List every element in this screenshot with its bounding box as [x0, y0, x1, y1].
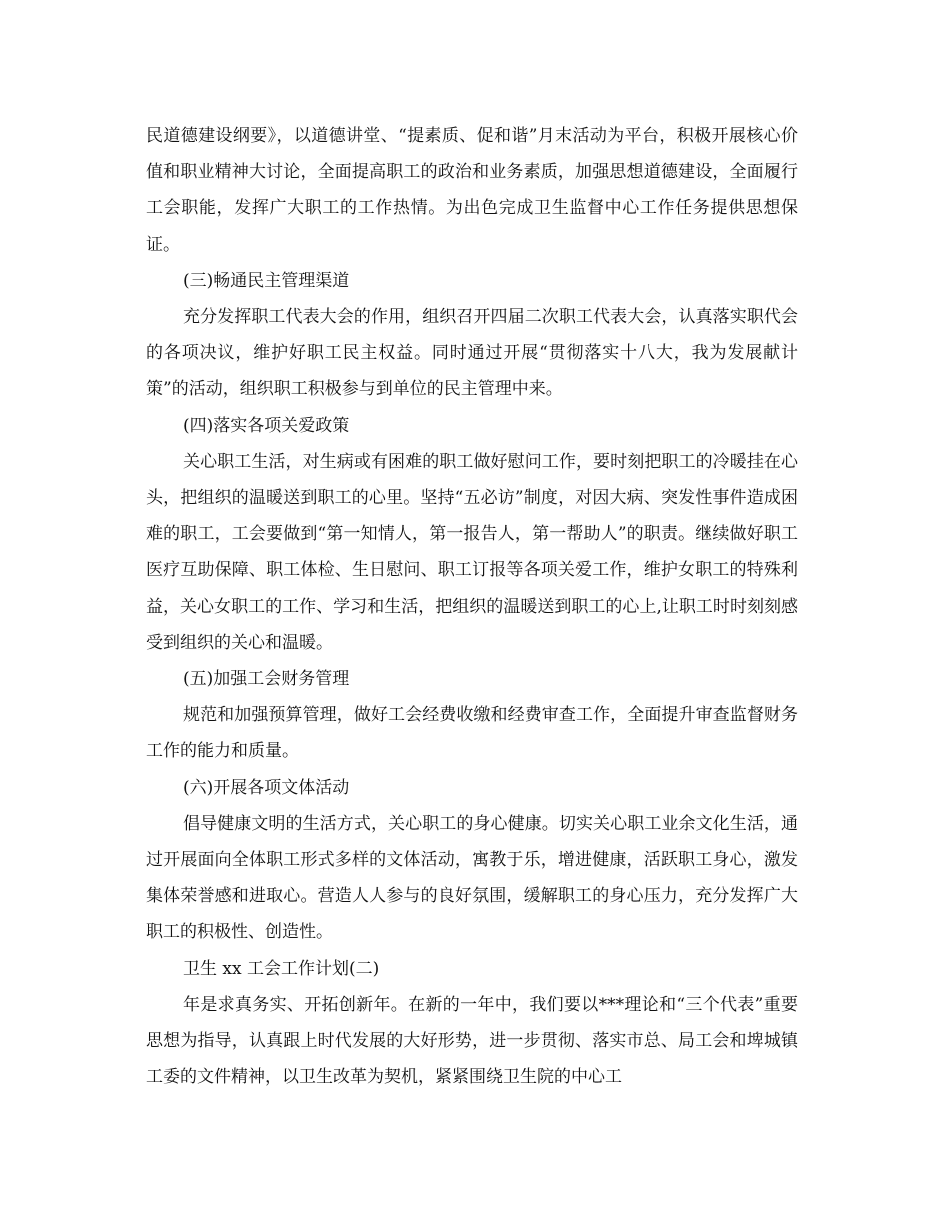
- section-heading-5: (五)加强工会财务管理: [183, 669, 350, 690]
- section-heading-3: (三)畅通民主管理渠道: [183, 270, 350, 291]
- document-body: [146, 118, 798, 1095]
- paragraph-finance-management: 规范和加强预算管理，做好工会经费收缴和经费审查工作，全面提升审查监督财务工作的能力和质量。: [146, 705, 798, 762]
- paragraph-cultural-activities: 倡导健康文明的生活方式，关心职工的身心健康。切实关心职工业余文化生活，通过开展面向全体职工形式多样的文体活动，寓教于乐，增进健康，活跃职工身心，激发集体荣誉感和进取心。营造人人参与的良好氛围，缓解职工的身心压力，充分发挥广大职工的积极性、创造性。: [146, 813, 798, 943]
- plan-title-2: 卫生 xx 工会工作计划(二): [183, 958, 380, 979]
- section-heading-4: (四)落实各项关爱政策: [183, 415, 350, 436]
- paragraph-democratic-management: 充分发挥职工代表大会的作用，组织召开四届二次职工代表大会，认真落实职代会的各项决议，维护好职工民主权益。同时通过开展“贯彻落实十八大，我为发展献计策”的活动，组织职工积极参与到单位的民主管理中来。: [146, 307, 798, 400]
- paragraph-care-policies: 关心职工生活，对生病或有困难的职工做好慰问工作，要时刻把职工的冷暖挂在心头，把组织的温暖送到职工的心里。坚持“五必访”制度，对因大病、突发性事件造成困难的职工，工会要做到“第一知情人，第一报告人，第一帮助人”的职责。继续做好职工医疗互助保障、职工体检、生日慰问、职工订报等各项关爱工作，维护女职工的特殊利益，关心女职工的工作、学习和生活，把组织的温暖送到职工的心上,让职工时时刻刻感受到组织的关心和温暖。: [146, 451, 798, 653]
- paragraph-continuation: 民道德建设纲要》，以道德讲堂、“提素质、促和谐”月末活动为平台，积极开展核心价值和职业精神大讨论，全面提高职工的政治和业务素质，加强思想道德建设，全面履行工会职能，发挥广大职工的工作热情。为出色完成卫生监督中心工作任务提供思想保证。: [146, 126, 798, 255]
- paragraph-plan-intro: 年是求真务实、开拓创新年。在新的一年中，我们要以***理论和“三个代表”重要思想为指导，认真跟上时代发展的大好形势，进一步贯彻、落实市总、局工会和埤城镇工委的文件精神，以卫生改革为契机，紧紧围绕卫生院的中心工: [146, 994, 798, 1088]
- section-heading-6: (六)开展各项文体活动: [183, 777, 350, 798]
